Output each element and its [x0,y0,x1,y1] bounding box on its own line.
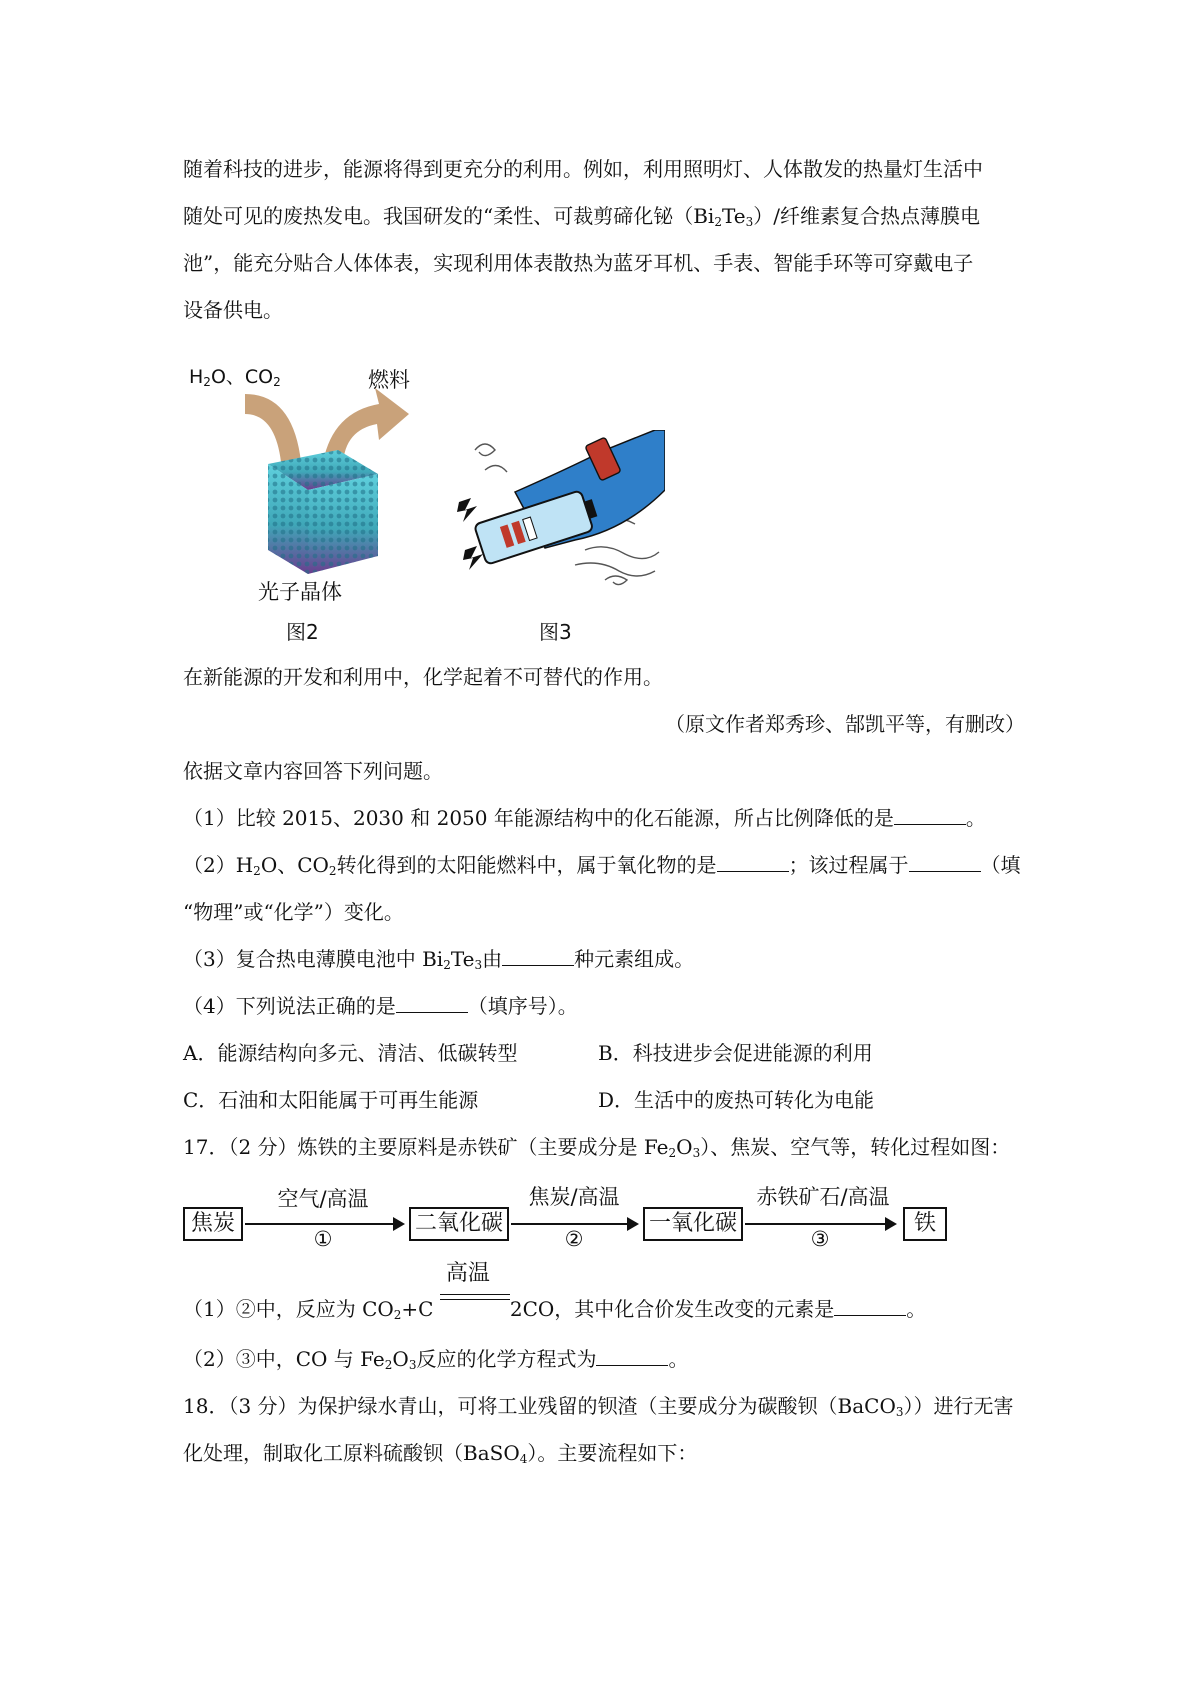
flow-arrow2-step: ② [564,1227,584,1251]
question-3: （3）复合热电薄膜电池中 $Bi_2Te_3$由 种元素组成。 [183,947,695,972]
answer-blank[interactable] [396,994,468,1013]
paragraph-line: 设备供电。 [183,298,283,322]
question-4: （4）下列说法正确的是 （填序号）。 [183,994,578,1018]
option-a: A．能源结构向多元、清洁、低碳转型 [183,1041,518,1065]
option-c: C．石油和太阳能属于可再生能源 [183,1088,479,1112]
fig2-crystal-label: 光子晶体 [258,580,342,604]
fig3-caption: 图3 [539,620,572,644]
answer-blank[interactable] [834,1297,906,1316]
flow-arrow-2 [511,1223,637,1225]
flow-arrow1-step: ① [313,1227,333,1251]
question-17-stem: 17．（2 分）炼铁的主要原料是赤铁矿（主要成分是 $Fe_2O_3$）、焦炭、空气等，转化过程如图： [183,1135,1011,1160]
figure-3-wearable-battery [455,430,665,642]
answer-blank[interactable] [717,853,789,872]
ironmaking-flow-diagram [183,1183,1013,1257]
question-2-line2: “物理”或“化学”）变化。 [183,900,404,924]
paragraph-line: 随着科技的进步，能源将得到更充分的利用。例如，利用照明灯、人体散发的热量灯生活中 [183,157,983,181]
fig2-caption: 图2 [286,620,319,644]
flow-arrow-3 [745,1223,895,1225]
fig2-input-label: $H_2O$、$CO_2$ [189,366,281,389]
paragraph-line: 随处可见的废热发电。我国研发的“柔性、可裁剪碲化铋$(Bi_2Te_3)/$纤维素复合热点薄膜电 [183,204,980,229]
flow-arrow3-step: ③ [810,1227,830,1251]
reaction-condition-label: 高温 [445,1261,490,1286]
flow-arrow3-label: 赤铁矿石/高温 [756,1185,890,1209]
flow-box-co2: 二氧化碳 [409,1207,509,1241]
question-2: $(2)H_2O$、$CO_2$转化得到的太阳能燃料中，属于氧化物的是 ；该过程属于 （填 [183,853,1021,878]
flow-box-co: 一氧化碳 [643,1207,743,1241]
question-intro: 依据文章内容回答下列问题。 [183,759,443,783]
reaction-condition [440,1261,510,1316]
answer-blank[interactable] [894,806,966,825]
paragraph-line: 在新能源的开发和利用中，化学起着不可替代的作用。 [183,665,663,689]
question-17-2: （2）③中，CO 与 $Fe_2O_3$反应的化学方程式为 。 [183,1347,689,1372]
flow-box-iron: 铁 [903,1207,947,1241]
question-1: （1）比较 2015、2030 和 2050 年能源结构中的化石能源，所占比例降低的是 。 [183,806,986,830]
flow-arrow1-label: 空气/高温 [277,1187,369,1211]
source-credit: （原文作者郑秀珍、郜凯平等，有删改） [665,712,1025,736]
input-arrow-icon [245,394,301,462]
flow-arrow-1 [245,1223,403,1225]
paragraph-line: 池”，能充分贴合人体体表，实现利用体表散热为蓝牙耳机、手表、智能手环等可穿戴电子 [183,251,974,275]
fig2-illustration [183,352,433,592]
question-17-1: （1）②中，反应为 $CO_2+C$ 高温 2CO，其中化合价发生改变的元素是 。 [183,1261,927,1322]
fig3-illustration [455,430,665,590]
question-18-line2: 化处理，制取化工原料硫酸钡（BaSO$_4$）。主要流程如下： [183,1441,698,1466]
flow-box-coke: 焦炭 [183,1207,243,1241]
question-18-line1: 18．（3 分）为保护绿水青山，可将工业残留的钡渣（主要成分为碳酸钡（BaCO$_3$））进行无害 [183,1394,1014,1419]
flow-arrow2-label: 焦炭/高温 [528,1185,620,1209]
option-b: B．科技进步会促进能源的利用 [598,1041,873,1065]
answer-blank[interactable] [502,947,574,966]
answer-blank[interactable] [909,853,981,872]
answer-blank[interactable] [596,1347,668,1366]
crystal-cube-icon [268,450,378,574]
figure-2-photonic-crystal [183,352,433,642]
fig2-output-label: 燃料 [368,368,410,392]
option-d: D．生活中的废热可转化为电能 [598,1088,875,1112]
